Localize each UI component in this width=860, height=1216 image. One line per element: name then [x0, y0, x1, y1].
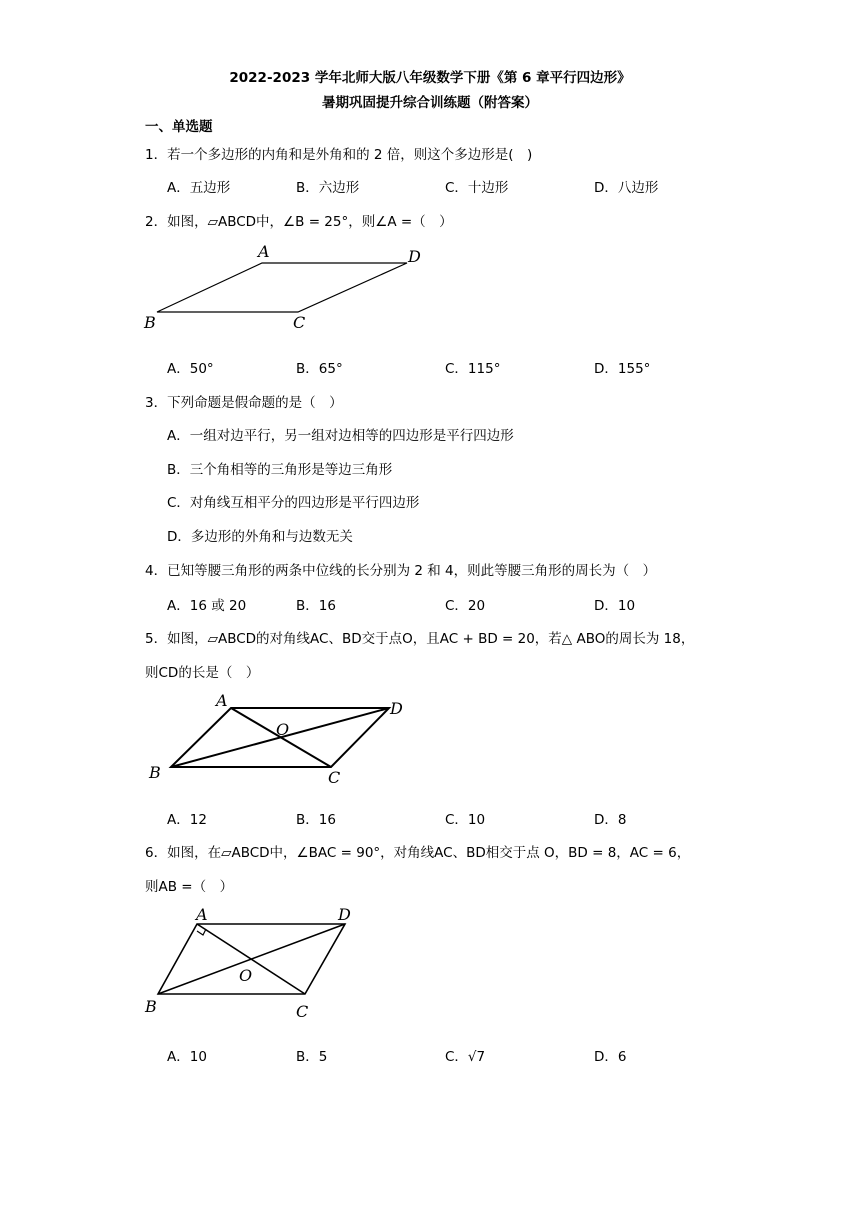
- section-title: 一、单选题: [145, 119, 213, 135]
- question-5-text-line1: 5．如图，▱ABCD的对角线AC、BD交于点O，且AC + BD = 20，若△ ABO的周长为 18，: [145, 631, 695, 647]
- question-2-option-b: B．65°: [296, 361, 343, 377]
- question-2-option-d: D．155°: [594, 361, 651, 377]
- question-6-text-line1: 6．如图，在▱ABCD中，∠BAC = 90°，对角线AC、BD相交于点 O，BD = 8，AC = 6，: [145, 845, 691, 861]
- question-1-option-d: D．八边形: [594, 180, 659, 196]
- question-2-option-a: A．50°: [167, 361, 214, 377]
- figure-label-d: D: [338, 905, 351, 924]
- figure-label-o: O: [276, 720, 290, 739]
- question-4-option-a: A．16 或 20: [167, 598, 247, 614]
- document-title-line2: 暑期巩固提升综合训练题（附答案）: [322, 95, 538, 111]
- question-1-text: 1．若一个多边形的内角和是外角和的 2 倍，则这个多边形是( ): [145, 147, 533, 163]
- figure-label-b: B: [145, 997, 157, 1016]
- question-1-option-c: C．十边形: [445, 180, 509, 196]
- question-1-option-b: B．六边形: [296, 180, 360, 196]
- figure-label-d: D: [390, 699, 403, 718]
- question-6-option-b: B．5: [296, 1049, 328, 1065]
- question-3-option-a: A．一组对边平行，另一组对边相等的四边形是平行四边形: [167, 428, 514, 444]
- question-5-parallelogram-figure: [140, 688, 430, 788]
- question-6-option-a: A．10: [167, 1049, 207, 1065]
- figure-label-c: C: [328, 768, 341, 787]
- question-6-option-c: C．√7: [445, 1049, 486, 1065]
- figure-label-b: B: [149, 763, 161, 782]
- question-3-text: 3．下列命题是假命题的是（ ）: [145, 395, 343, 411]
- question-6-option-d: D．6: [594, 1049, 627, 1065]
- question-3-option-c: C．对角线互相平分的四边形是平行四边形: [167, 495, 420, 511]
- figure-label-b: B: [144, 313, 156, 332]
- question-4-option-c: C．20: [445, 598, 486, 614]
- question-4-text: 4．已知等腰三角形的两条中位线的长分别为 2 和 4，则此等腰三角形的周长为（ ）: [145, 563, 657, 579]
- question-4-option-d: D．10: [594, 598, 636, 614]
- figure-label-a: A: [258, 242, 270, 261]
- question-2-text: 2．如图，▱ABCD中，∠B = 25°，则∠A =（ ）: [145, 214, 453, 230]
- question-5-option-a: A．12: [167, 812, 207, 828]
- question-3-option-b: B．三个角相等的三角形是等边三角形: [167, 462, 393, 478]
- question-2-option-c: C．115°: [445, 361, 501, 377]
- question-5-text-line2: 则CD的长是（ ）: [145, 665, 260, 681]
- question-5-option-b: B．16: [296, 812, 336, 828]
- figure-label-c: C: [296, 1002, 309, 1021]
- document-title-line1: 2022-2023 学年北师大版八年级数学下册《第 6 章平行四边形》: [229, 70, 631, 86]
- question-6-parallelogram-figure: [140, 900, 380, 1025]
- parallelogram-abcd: [157, 263, 407, 312]
- figure-label-c: C: [293, 313, 306, 332]
- question-6-text-line2: 则AB =（ ）: [145, 879, 234, 895]
- question-1-option-a: A．五边形: [167, 180, 231, 196]
- question-2-parallelogram-figure: [140, 240, 440, 335]
- figure-label-d: D: [408, 247, 421, 266]
- figure-label-a: A: [216, 691, 228, 710]
- figure-label-o: O: [239, 966, 253, 985]
- question-5-option-d: D．8: [594, 812, 627, 828]
- question-3-option-d: D．多边形的外角和与边数无关: [167, 529, 353, 545]
- question-4-option-b: B．16: [296, 598, 336, 614]
- question-5-option-c: C．10: [445, 812, 486, 828]
- figure-label-a: A: [196, 905, 208, 924]
